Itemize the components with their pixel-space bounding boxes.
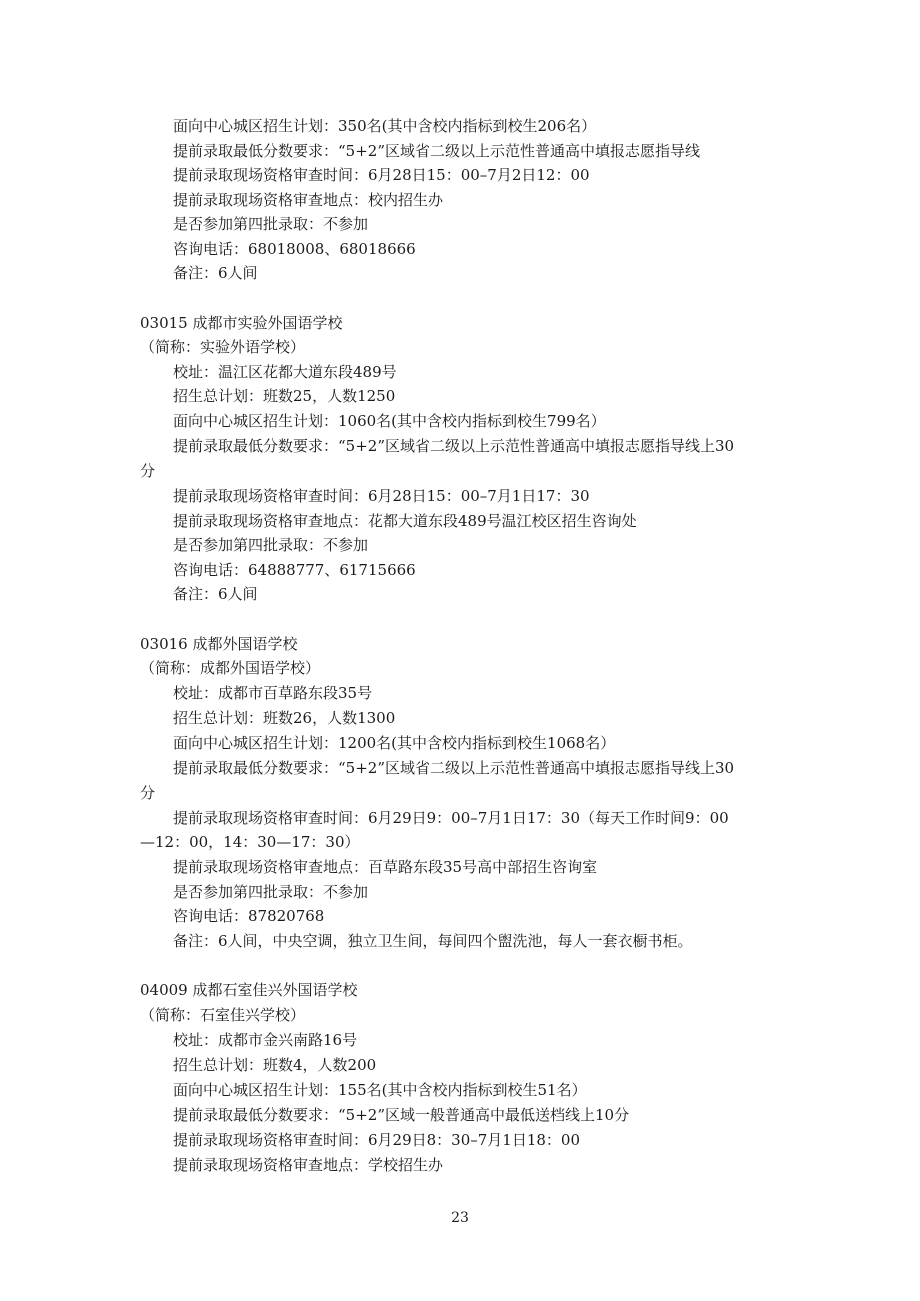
- min-score-line: 提前录取最低分数要求：“5+2”区域省二级以上示范性普通高中填报志愿指导线上30: [173, 759, 735, 777]
- school-heading: 04009 成都石室佳兴外国语学校: [140, 981, 358, 999]
- total-plan-line: 招生总计划：班数26，人数1300: [173, 709, 396, 727]
- address-line: 校址：温江区花都大道东段489号: [173, 363, 397, 381]
- min-score-line-continued: 分: [140, 462, 156, 480]
- address-line: 校址：成都市百草路东段35号: [173, 684, 373, 702]
- review-location-line: 提前录取现场资格审查地点：百草路东段35号高中部招生咨询室: [173, 858, 598, 876]
- note-line: 备注：6人间: [173, 585, 258, 603]
- school-heading: 03016 成都外国语学校: [140, 635, 298, 653]
- address-line: 校址：成都市金兴南路16号: [173, 1031, 358, 1049]
- review-location-line: 提前录取现场资格审查地点：花都大道东段489号温江校区招生咨询处: [173, 512, 637, 530]
- school-heading: 03015 成都市实验外国语学校: [140, 314, 343, 332]
- page-number: 23: [451, 1210, 469, 1226]
- enrollment-plan-line: 面向中心城区招生计划：1200名(其中含校内指标到校生1068名）: [173, 734, 616, 752]
- total-plan-line: 招生总计划：班数4，人数200: [173, 1056, 377, 1074]
- school-short-name: （简称：实验外语学校）: [140, 338, 306, 356]
- note-line: 备注：6人间: [173, 264, 258, 282]
- review-time-line: 提前录取现场资格审查时间：6月28日15：00–7月2日12：00: [173, 166, 590, 184]
- review-time-line: 提前录取现场资格审查时间：6月29日9：00–7月1日17：30（每天工作时间9：00: [173, 809, 729, 827]
- enrollment-plan-line: 面向中心城区招生计划：155名(其中含校内指标到校生51名）: [173, 1081, 587, 1099]
- review-location-line: 提前录取现场资格审查地点：校内招生办: [173, 191, 444, 209]
- review-location-line: 提前录取现场资格审查地点：学校招生办: [173, 1156, 444, 1174]
- review-time-line-continued: —12：00，14：30—17：30）: [140, 833, 360, 851]
- phone-line: 咨询电话：68018008、68018666: [173, 240, 416, 258]
- min-score-line: 提前录取最低分数要求：“5+2”区域一般普通高中最低送档线上10分: [173, 1106, 630, 1124]
- note-line: 备注：6人间，中央空调，独立卫生间，每间四个盥洗池，每人一套衣橱书柜。: [173, 932, 693, 950]
- fourth-batch-line: 是否参加第四批录取：不参加: [173, 215, 369, 233]
- review-time-line: 提前录取现场资格审查时间：6月29日8：30–7月1日18：00: [173, 1131, 581, 1149]
- min-score-line-continued: 分: [140, 784, 156, 802]
- enrollment-plan-line: 面向中心城区招生计划：1060名(其中含校内指标到校生799名）: [173, 412, 606, 430]
- school-short-name: （简称：成都外国语学校）: [140, 659, 321, 677]
- school-short-name: （简称：石室佳兴学校）: [140, 1006, 306, 1024]
- min-score-line: 提前录取最低分数要求：“5+2”区域省二级以上示范性普通高中填报志愿指导线: [173, 142, 700, 160]
- fourth-batch-line: 是否参加第四批录取：不参加: [173, 536, 369, 554]
- phone-line: 咨询电话：64888777、61715666: [173, 561, 416, 579]
- review-time-line: 提前录取现场资格审查时间：6月28日15：00–7月1日17：30: [173, 487, 590, 505]
- total-plan-line: 招生总计划：班数25，人数1250: [173, 387, 396, 405]
- enrollment-plan-line: 面向中心城区招生计划：350名(其中含校内指标到校生206名）: [173, 117, 597, 135]
- fourth-batch-line: 是否参加第四批录取：不参加: [173, 883, 369, 901]
- phone-line: 咨询电话：87820768: [173, 907, 325, 925]
- min-score-line: 提前录取最低分数要求：“5+2”区域省二级以上示范性普通高中填报志愿指导线上30: [173, 437, 735, 455]
